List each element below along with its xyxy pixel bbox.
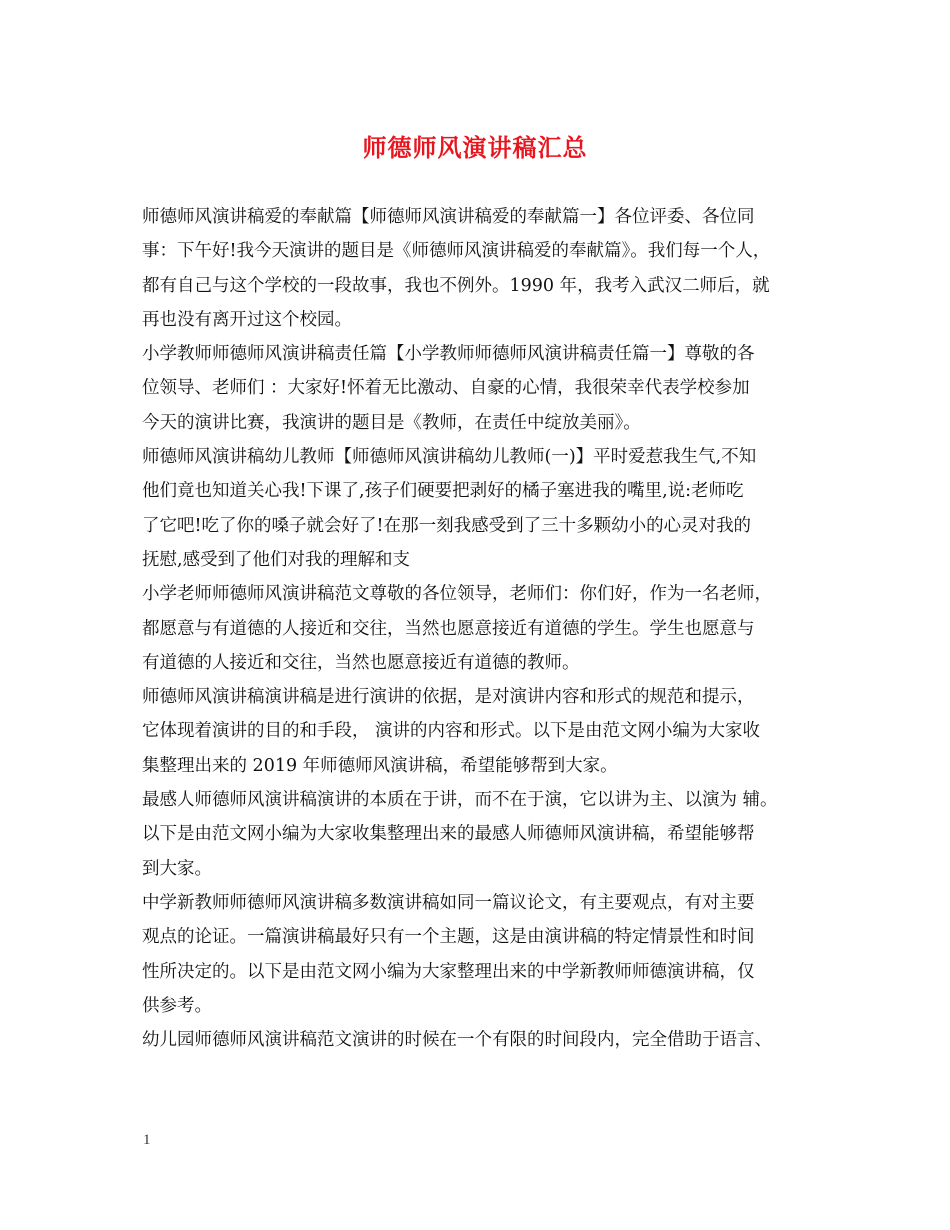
body-line: 师德师风演讲稿幼儿教师【师德师风演讲稿幼儿教师(一)】平时爱惹我生气,不知: [142, 447, 757, 468]
body-line: 观点的论证。一篇演讲稿最好只有一个主题，这是由演讲稿的特定情景性和时间: [142, 927, 755, 948]
body-line: 都有自己与这个学校的一段故事，我也不例外。1990 年，我考入武汉二师后，就: [142, 275, 770, 296]
body-line: 它体现着演讲的目的和手段， 演讲的内容和形式。以下是由范文网小编为大家收: [142, 721, 761, 742]
body-line: 他们竟也知道关心我!下课了,孩子们硬要把剥好的橘子塞进我的嘴里,说:老师吃: [142, 481, 744, 502]
body-line: 再也没有离开过这个校园。: [142, 309, 352, 330]
body-line: 事：下午好!我今天演讲的题目是《师德师风演讲稿爱的奉献篇》。我们每一个人，: [142, 241, 771, 262]
body-line: 集整理出来的 2019 年师德师风演讲稿，希望能够帮到大家。: [142, 755, 618, 776]
body-line: 到大家。: [142, 858, 212, 879]
body-line: 中学新教师师德师风演讲稿多数演讲稿如同一篇议论文，有主要观点，有对主要: [142, 892, 755, 913]
body-line: 师德师风演讲稿爱的奉献篇【师德师风演讲稿爱的奉献篇一】各位评委、各位同: [142, 207, 755, 227]
document-body: [142, 200, 814, 1057]
body-line: 小学老师师德师风演讲稿范文尊敬的各位领导，老师们：你们好，作为一名老师，: [142, 584, 772, 605]
body-line: 今天的演讲比赛，我演讲的题目是《教师，在责任中绽放美丽》。: [142, 412, 641, 433]
body-line: 位领导、老师们 ：大家好!怀着无比激动、自豪的心情，我很荣幸代表学校参加: [142, 378, 750, 399]
page-number: 1: [143, 1132, 151, 1148]
document-title: 师德师风演讲稿汇总: [362, 133, 588, 162]
body-line: 抚慰,感受到了他们对我的理解和支: [142, 549, 411, 570]
body-line: 供参考。: [142, 995, 212, 1016]
body-line: 以下是由范文网小编为大家收集整理出来的最感人师德师风演讲稿，希望能够帮: [142, 824, 755, 845]
body-line: 师德师风演讲稿演讲稿是进行演讲的依据，是对演讲内容和形式的规范和提示，: [142, 687, 755, 708]
body-line: 最感人师德师风演讲稿演讲的本质在于讲，而不在于演，它以讲为主、以演为 辅。: [142, 790, 778, 811]
body-line: 性所决定的。以下是由范文网小编为大家整理出来的中学新教师师德演讲稿，仅: [142, 961, 755, 982]
body-line: 有道德的人接近和交往，当然也愿意接近有道德的教师。: [142, 652, 580, 673]
body-line: 都愿意与有道德的人接近和交往，当然也愿意接近有道德的学生。学生也愿意与: [142, 618, 755, 639]
body-line: 幼儿园师德师风演讲稿范文演讲的时候在一个有限的时间段内，完全借助于语言、: [142, 1030, 772, 1051]
body-line: 了它吧!吃了你的嗓子就会好了!在那一刻我感受到了三十多颗幼小的心灵对我的: [142, 515, 752, 536]
body-line: 小学教师师德师风演讲稿责任篇【小学教师师德师风演讲稿责任篇一】尊敬的各: [142, 344, 755, 365]
